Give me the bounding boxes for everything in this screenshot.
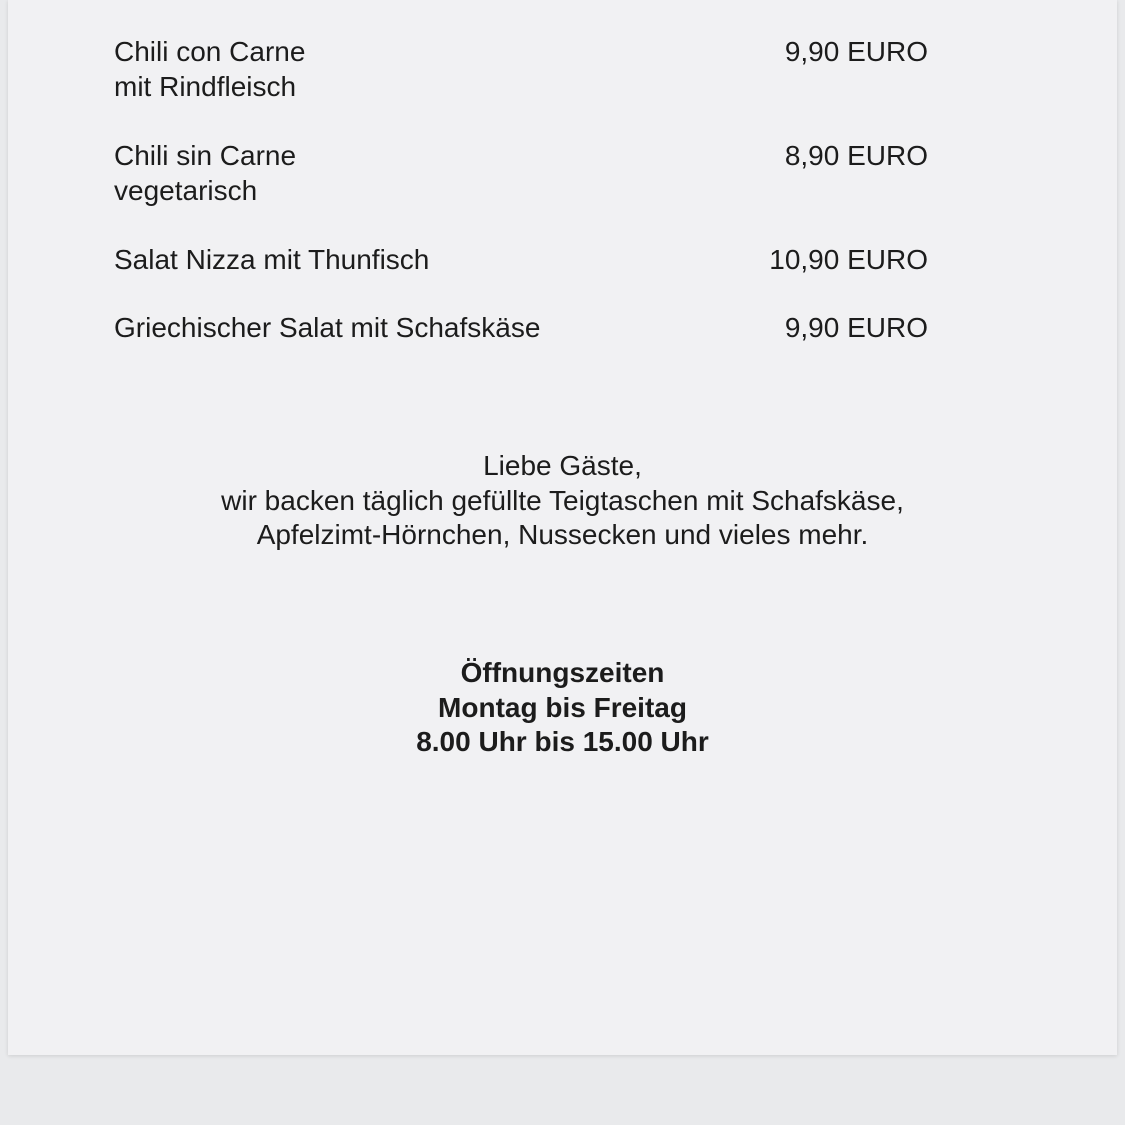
guest-notice: [8, 449, 1117, 553]
notice-text-line: wir backen täglich gefüllte Teigtaschen mit Schafskäse,: [221, 484, 904, 516]
menu-item-price: 9,90 EURO: [784, 36, 928, 67]
menu-item-price: 8,90 EURO: [784, 140, 928, 171]
menu-item-name: Salat Nizza mit Thunfisch: [114, 244, 430, 275]
menu-item-name: Chili con Carne mit Rindfleisch: [114, 36, 306, 102]
opening-hours-days: Montag bis Freitag: [438, 691, 687, 723]
notice-text-line: Apfelzimt-Hörnchen, Nussecken und vieles mehr.: [256, 519, 869, 550]
notice-greeting: Liebe Gäste,: [483, 450, 642, 481]
opening-hours: [8, 656, 1117, 760]
menu-item-name: Griechischer Salat mit Schafskäse: [114, 312, 541, 343]
opening-hours-time: 8.00 Uhr bis 15.00 Uhr: [416, 726, 709, 757]
menu-item-price: 9,90 EURO: [784, 312, 928, 343]
menu-page: [8, 0, 1117, 1055]
opening-hours-title: Öffnungszeiten: [460, 657, 665, 688]
menu-item-price: 10,90 EURO: [769, 244, 928, 275]
menu-item-name: Chili sin Carne vegetarisch: [114, 140, 297, 206]
